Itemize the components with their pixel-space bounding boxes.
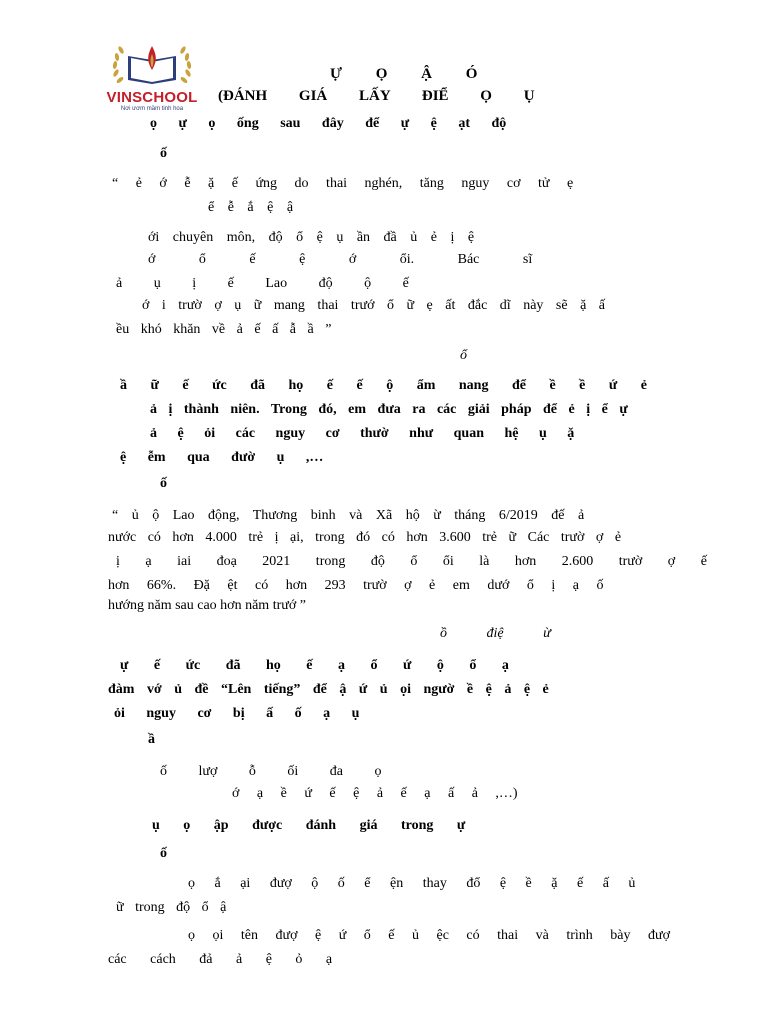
quote-line: hơn 66%. Đặ ệt có hơn 293 trườ ợ ẻ em dướ ổ ị ạ ố xyxy=(108,578,604,593)
text-line: các cách đả ả ệ ỏ ạ xyxy=(108,952,333,967)
task-line: ả ị thành niên. Trong đó, em đưa ra các giải pháp để ẻ ị ể ự xyxy=(150,402,628,417)
quote-line: ớ ổ ế ệ ớ ổi. Bác sĩ xyxy=(148,252,533,267)
text-line: ầ xyxy=(148,732,155,747)
task-line: ả ệ ỏi các nguy cơ thườ như quan hệ ụ ặ xyxy=(150,426,575,441)
quote-line: hướng năm sau cao hơn năm trướ ” xyxy=(108,598,306,613)
quote-line: “ ủ ộ Lao động, Thương binh và Xã hộ ừ tháng 6/2019 đế ả xyxy=(112,508,585,523)
quote-line: ều khó khăn về ả ế ấ ẫ ầ ” xyxy=(116,322,332,337)
quote-line: “ ẻ ớ ễ ặ ế ứng do thai nghén, tăng nguy cơ tử ẹ xyxy=(112,176,574,191)
instruction-line: ọ ự ọ ống sau đây để ự ệ ạt độ xyxy=(150,116,507,131)
quote-line: ể ễ ắ ệ ậ xyxy=(208,200,294,215)
quote-line: ớ i trườ ợ ụ ữ mang thai trướ ổ ữ ẹ ất đắc dĩ này sẽ ặ ấ xyxy=(142,298,605,313)
quote-line: ị ạ iai đoạ 2021 trong độ ổ ổi là hơn 2.600 trườ ợ ế xyxy=(116,554,707,569)
task-line: đàm vớ ủ đề “Lên tiếng” để ậ ứ ủ ọi ngườ ề ệ ả ệ ẻ xyxy=(108,682,549,697)
page-title-line2: (ĐÁNH GIÁ LẤY ĐIỂ Ọ Ụ xyxy=(218,88,535,104)
task-line: ệ ễm qua đườ ụ ,… xyxy=(120,450,324,465)
quote-line: nước có hơn 4.000 trẻ ị ại, trong đó có hơn 3.600 trẻ ữ Các trườ ợ ẻ xyxy=(108,530,622,545)
text-line: ọ ắ ại đượ ộ ố ể ện thay đổ ệ ề ặ ế ấ ủ xyxy=(188,876,636,891)
logo-slogan: Nơi ươm mầm tinh hoa xyxy=(120,106,184,112)
task-line: ỏi nguy cơ bị ấ ố ạ ụ xyxy=(114,706,360,721)
vinschool-logo xyxy=(98,40,206,116)
text-line: ữ trong độ ổ ậ xyxy=(116,900,227,915)
text-line: ố xyxy=(160,846,167,861)
text-line: ọ ọi tên đượ ệ ứ ổ ế ủ ệc có thai và trình bày đượ xyxy=(188,928,670,943)
text-line: ố xyxy=(160,476,167,491)
text-line: ớ ạ ề ứ ế ệ ả ế ạ ấ ả ,…) xyxy=(232,786,518,801)
quote-line: ả ụ ị ế Lao độ ộ ế xyxy=(116,276,409,291)
logo-brand: VINSCHOOL xyxy=(106,89,198,106)
task-line: ự ế ức đã họ ế ạ ổ ứ ộ ổ ạ xyxy=(120,658,509,673)
logo-emblem-icon xyxy=(98,40,206,90)
quote-line: ới chuyên môn, độ ổ ệ ụ ần đầ ủ ẻ ị ệ xyxy=(148,230,475,245)
page-title-line1: Ự Ọ Ậ Ó xyxy=(330,66,478,82)
text-line: ồ điệ ừ xyxy=(440,626,551,641)
task-line: ầ ữ ế ức đã họ ế ế ộ ẩm nang để ề ề ứ ẻ xyxy=(120,378,648,393)
text-line: ố lượ ỗ ối đa ọ xyxy=(160,764,382,779)
text-line: ổ xyxy=(460,348,467,363)
section-heading: ụ ọ ập được đánh giá trong ự xyxy=(152,818,466,833)
text-line: ố xyxy=(160,146,167,161)
